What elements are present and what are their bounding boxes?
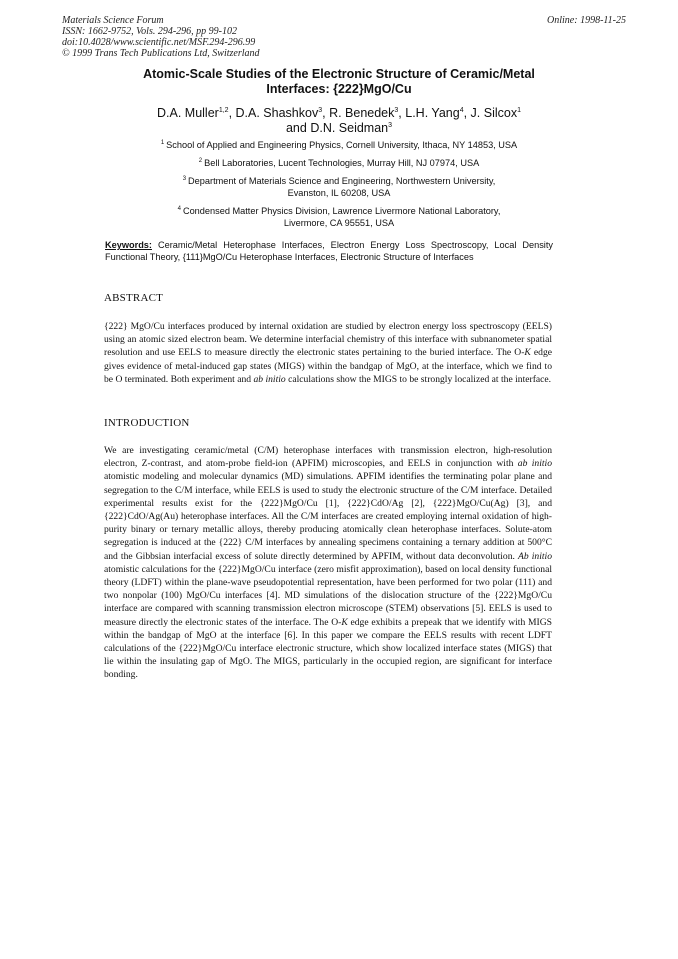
affiliation-number: 1 — [160, 140, 165, 146]
title-line: Interfaces: {222}MgO/Cu — [266, 82, 412, 96]
affiliation-text: Livermore, CA 95551, USA — [283, 218, 395, 228]
text-run: edge exhibits a prepeak that we identify with MIGS within the bandgap of MgO at the interface [6]. In this paper we compare the EELS results with recent LDFT calculations of the {222}MgO/Cu interface electronic structure, which show localized interface states (MIGS) that lie within the insulating gap of MgO. The MIGS, particularly in the occupied region, are significant for interface bonding. — [104, 616, 553, 681]
author-name: J. Silcox — [470, 106, 518, 120]
online-date: Online: 1998-11-25 — [547, 15, 626, 26]
affiliation-line — [90, 187, 588, 199]
abstract-paragraph — [104, 320, 552, 386]
author-name: D.A. Shashkov — [235, 106, 319, 120]
author-separator: , — [463, 106, 471, 120]
keywords-label: Keywords: — [105, 240, 152, 250]
title-line: Atomic-Scale Studies of the Electronic Structure of Ceramic/Metal — [143, 67, 535, 81]
affiliation-number: 3 — [182, 176, 187, 182]
author-separator: , — [228, 106, 236, 120]
affiliation — [90, 157, 588, 169]
author-line — [90, 121, 588, 136]
copyright-line: © 1999 Trans Tech Publications Ltd, Switzerland — [62, 48, 260, 59]
text-run: edge gives evidence of metal-induced gap states (MIGS) within the bandgap of MgO, at the interface, which we find to be O terminated. Both experiment and — [104, 347, 552, 385]
author-name: D.N. Seidman — [310, 121, 389, 135]
abstract-heading: ABSTRACT — [104, 292, 164, 304]
italic-text-run: ab initio — [253, 373, 286, 385]
author-prefix: and — [285, 121, 311, 135]
text-run: calculations show the MIGS to be strongly localized at the interface. — [285, 373, 552, 385]
author-list — [90, 106, 588, 136]
author-affiliation-mark: 4 — [459, 107, 464, 114]
affiliation — [90, 139, 588, 151]
journal-name: Materials Science Forum — [62, 15, 164, 26]
author-name: D.A. Muller — [157, 106, 219, 120]
affiliation-line — [90, 157, 588, 169]
text-run: {222} MgO/Cu interfaces produced by internal oxidation are studied by electron energy loss spectroscopy (EELS) using an atomic sized electron beam. We determine interfacial chemistry of this interface with subnanometer spatial resolution and use EELS to measure directly the electronic states pertaining to the buried interface. The O- — [104, 321, 552, 359]
affiliation-line — [90, 139, 588, 151]
affiliation-line — [90, 217, 588, 229]
italic-text-run: ab initio — [517, 458, 553, 470]
issn-line: ISSN: 1662-9752, Vols. 294-296, pp 99-102 — [62, 26, 237, 37]
affiliation-line — [90, 175, 588, 187]
italic-text-run: K — [524, 347, 531, 359]
author-name: R. Benedek — [329, 106, 395, 120]
affiliation-text: Department of Materials Science and Engineering, Northwestern University, — [188, 176, 496, 186]
italic-text-run: K — [341, 616, 348, 628]
affiliation-list — [90, 139, 588, 235]
paper-title — [90, 67, 588, 97]
affiliation — [90, 175, 588, 199]
author-affiliation-mark: 1 — [517, 107, 521, 114]
affiliation-text: Evanston, IL 60208, USA — [287, 188, 391, 198]
author-line — [90, 106, 588, 121]
author-affiliation-mark: 3 — [388, 122, 393, 129]
italic-text-run: Ab initio — [518, 550, 552, 562]
keywords-text: Ceramic/Metal Heterophase Interfaces, Electron Energy Loss Spectroscopy, Local Density Functional Theory, {111}MgO/Cu Heterophase Interfaces, Electronic Structure of Interfaces — [105, 240, 553, 262]
author-affiliation-mark: 3 — [318, 107, 323, 114]
affiliation-number: 2 — [198, 158, 203, 164]
author-name: L.H. Yang — [405, 106, 460, 120]
text-run: atomistic modeling and molecular dynamics (MD) simulations. APFIM identifies the terminating polar plane and segregation to the C/M interface, while EELS is used to study the electronic structure of the C/M interface. Detailed experimental results exist for the {222}MgO/Cu [1], {222}CdO/Ag [2], {222}MgO/Cu(Ag) [3], and {222}CdO/Ag(Au) heterophase interfaces. All the C/M interfaces are created employing internal oxidation of high-purity binary or ternary metallic alloys, thereby producing atomically clean heterophase interfaces. Solute-atom segregation is induced at the {222} C/M interfaces by annealing specimens containing a ternary addition at 500°C and the Gibbsian interfacial excess of solute directly determined by APFIM, without data deconvolution. — [104, 471, 552, 562]
author-separator: , — [398, 106, 406, 120]
introduction-heading: INTRODUCTION — [104, 417, 190, 429]
publication-metadata — [62, 15, 260, 59]
introduction-paragraph — [104, 444, 552, 682]
author-affiliation-mark: 1,2 — [218, 107, 229, 114]
affiliation-text: School of Applied and Engineering Physics, Cornell University, Ithaca, NY 14853, USA — [166, 140, 518, 150]
affiliation — [90, 205, 588, 229]
text-run: atomistic calculations for the {222}MgO/Cu interface (zero misfit approximation), based on local density functional theory (LDFT) within the plane-wave pseudopotential representation, have been performed for two polar (111) and two nonpolar (100) MgO/Cu interfaces [4]. MD simulations of the dislocation structure of the {222}MgO/Cu interface are compared with scanning transmission electron microscope (STEM) observations [5]. EELS is used to measure directly the electronic states of the interface. The O- — [104, 563, 552, 628]
author-affiliation-mark: 3 — [394, 107, 399, 114]
affiliation-line — [90, 205, 588, 217]
doi-line: doi:10.4028/www.scientific.net/MSF.294-296.99 — [62, 37, 256, 48]
affiliation-number: 4 — [177, 206, 181, 212]
keywords-block — [105, 240, 553, 263]
text-run: We are investigating ceramic/metal (C/M) heterophase interfaces with transmission electron, high-resolution electron, Z-contrast, and atom-probe field-ion (APFIM) microscopies, and EELS in conjunction with — [104, 445, 552, 470]
affiliation-text: Condensed Matter Physics Division, Lawrence Livermore National Laboratory, — [182, 206, 501, 216]
affiliation-text: Bell Laboratories, Lucent Technologies, Murray Hill, NJ 07974, USA — [204, 158, 480, 168]
author-separator: , — [322, 106, 330, 120]
